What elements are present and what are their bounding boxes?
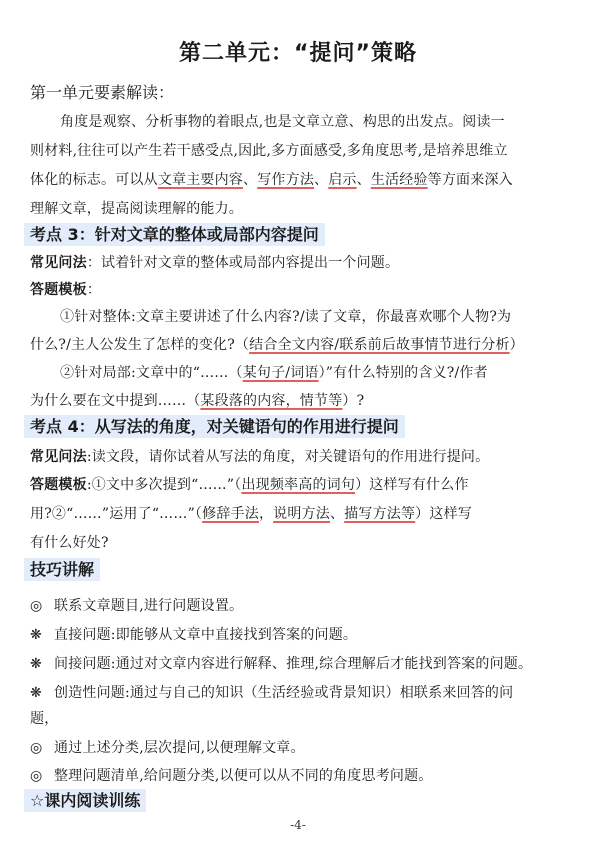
intro-line-3: 体化的标志。可以从文章主要内容、写作方法、启示、生活经验等方面来深入	[30, 172, 513, 188]
skill-item-6: ◎ 整理问题清单,给问题分类,以便可以从不同的角度思考问题。	[30, 768, 433, 784]
point3-item2-line2: 为什么要在文中提到……（某段落的内容，情节等）?	[30, 393, 365, 409]
point3-item2-line1: ②针对局部:文章中的“……（某句子/词语）”有什么特别的含义?/作者	[60, 365, 488, 381]
page-number: -4-	[290, 818, 306, 832]
point3-template-label: 答题模板：	[30, 282, 102, 298]
circle-bullet-icon: ◎	[30, 768, 43, 784]
keyword-inspiration: 启示	[328, 172, 357, 188]
unit-heading: 第一单元要素解读：	[30, 83, 175, 102]
intro-line-4: 理解文章，提高阅读理解的能力。	[30, 201, 243, 217]
skill-item-5: ◎ 通过上述分类,层次提问,以便理解文章。	[30, 740, 305, 756]
intro-line-1: 角度是观察、分析事物的着眼点,也是文章立意、构思的出发点。阅读一	[60, 114, 505, 130]
point3-heading: 考点 3：针对文章的整体或局部内容提问	[24, 222, 325, 245]
keyword-writing-method: 写作方法	[257, 172, 315, 188]
point4-template-line1: 答题模板:①文中多次提到“……”（出现频率高的词句）这样写有什么作	[30, 477, 469, 493]
intro-line-2: 则材料,往往可以产生若干感受点,因此,多方面感受,多角度思考,是培养思维立	[30, 143, 508, 159]
page-title: 第二单元：“提问”策略	[179, 41, 417, 66]
circle-bullet-icon: ◎	[30, 740, 43, 756]
point4-template-line3: 有什么好处?	[30, 535, 109, 551]
skill-item-4: ❋ 创造性问题:通过与自己的知识（生活经验或背景知识）相联系来回答的问	[30, 685, 514, 701]
asterisk-bullet-icon: ❋	[30, 685, 42, 701]
common-question-label: 常见问法	[30, 255, 87, 271]
point4-template-line2: 用?②“……”运用了“……”（修辞手法，说明方法、描写方法等）这样写	[30, 506, 472, 522]
point4-common-question: 常见问法:读文段，请你试着从写法的角度，对关键语句的作用进行提问。	[30, 449, 490, 465]
keyword-life-experience: 生活经验	[370, 172, 428, 188]
point4-heading: 考点 4：从写法的角度，对关键语句的作用进行提问	[24, 414, 405, 437]
point3-item1-line2: 什么?/主人公发生了怎样的变化?（结合全文内容/联系前后故事情节进行分析）	[30, 337, 524, 353]
practice-heading: ☆课内阅读训练	[24, 788, 146, 811]
skills-heading: 技巧讲解	[24, 557, 100, 580]
asterisk-bullet-icon: ❋	[30, 656, 42, 672]
asterisk-bullet-icon: ❋	[30, 627, 42, 643]
circle-bullet-icon: ◎	[30, 598, 43, 614]
keyword-main-content: 文章主要内容	[157, 172, 244, 188]
point3-common-question: 常见问法：试着针对文章的整体或局部内容提出一个问题。	[30, 255, 400, 271]
skill-item-1: ◎ 联系文章题目,进行问题设置。	[30, 598, 244, 614]
skill-item-2: ❋ 直接问题:即能够从文章中直接找到答案的问题。	[30, 627, 358, 643]
skill-item-3: ❋ 间接问题:通过对文章内容进行解释、推理,综合理解后才能找到答案的问题。	[30, 656, 533, 672]
skill-item-4-cont: 题，	[30, 711, 59, 727]
point3-item1-line1: ①针对整体:文章主要讲述了什么内容?/读了文章，你最喜欢哪个人物?为	[60, 309, 512, 325]
